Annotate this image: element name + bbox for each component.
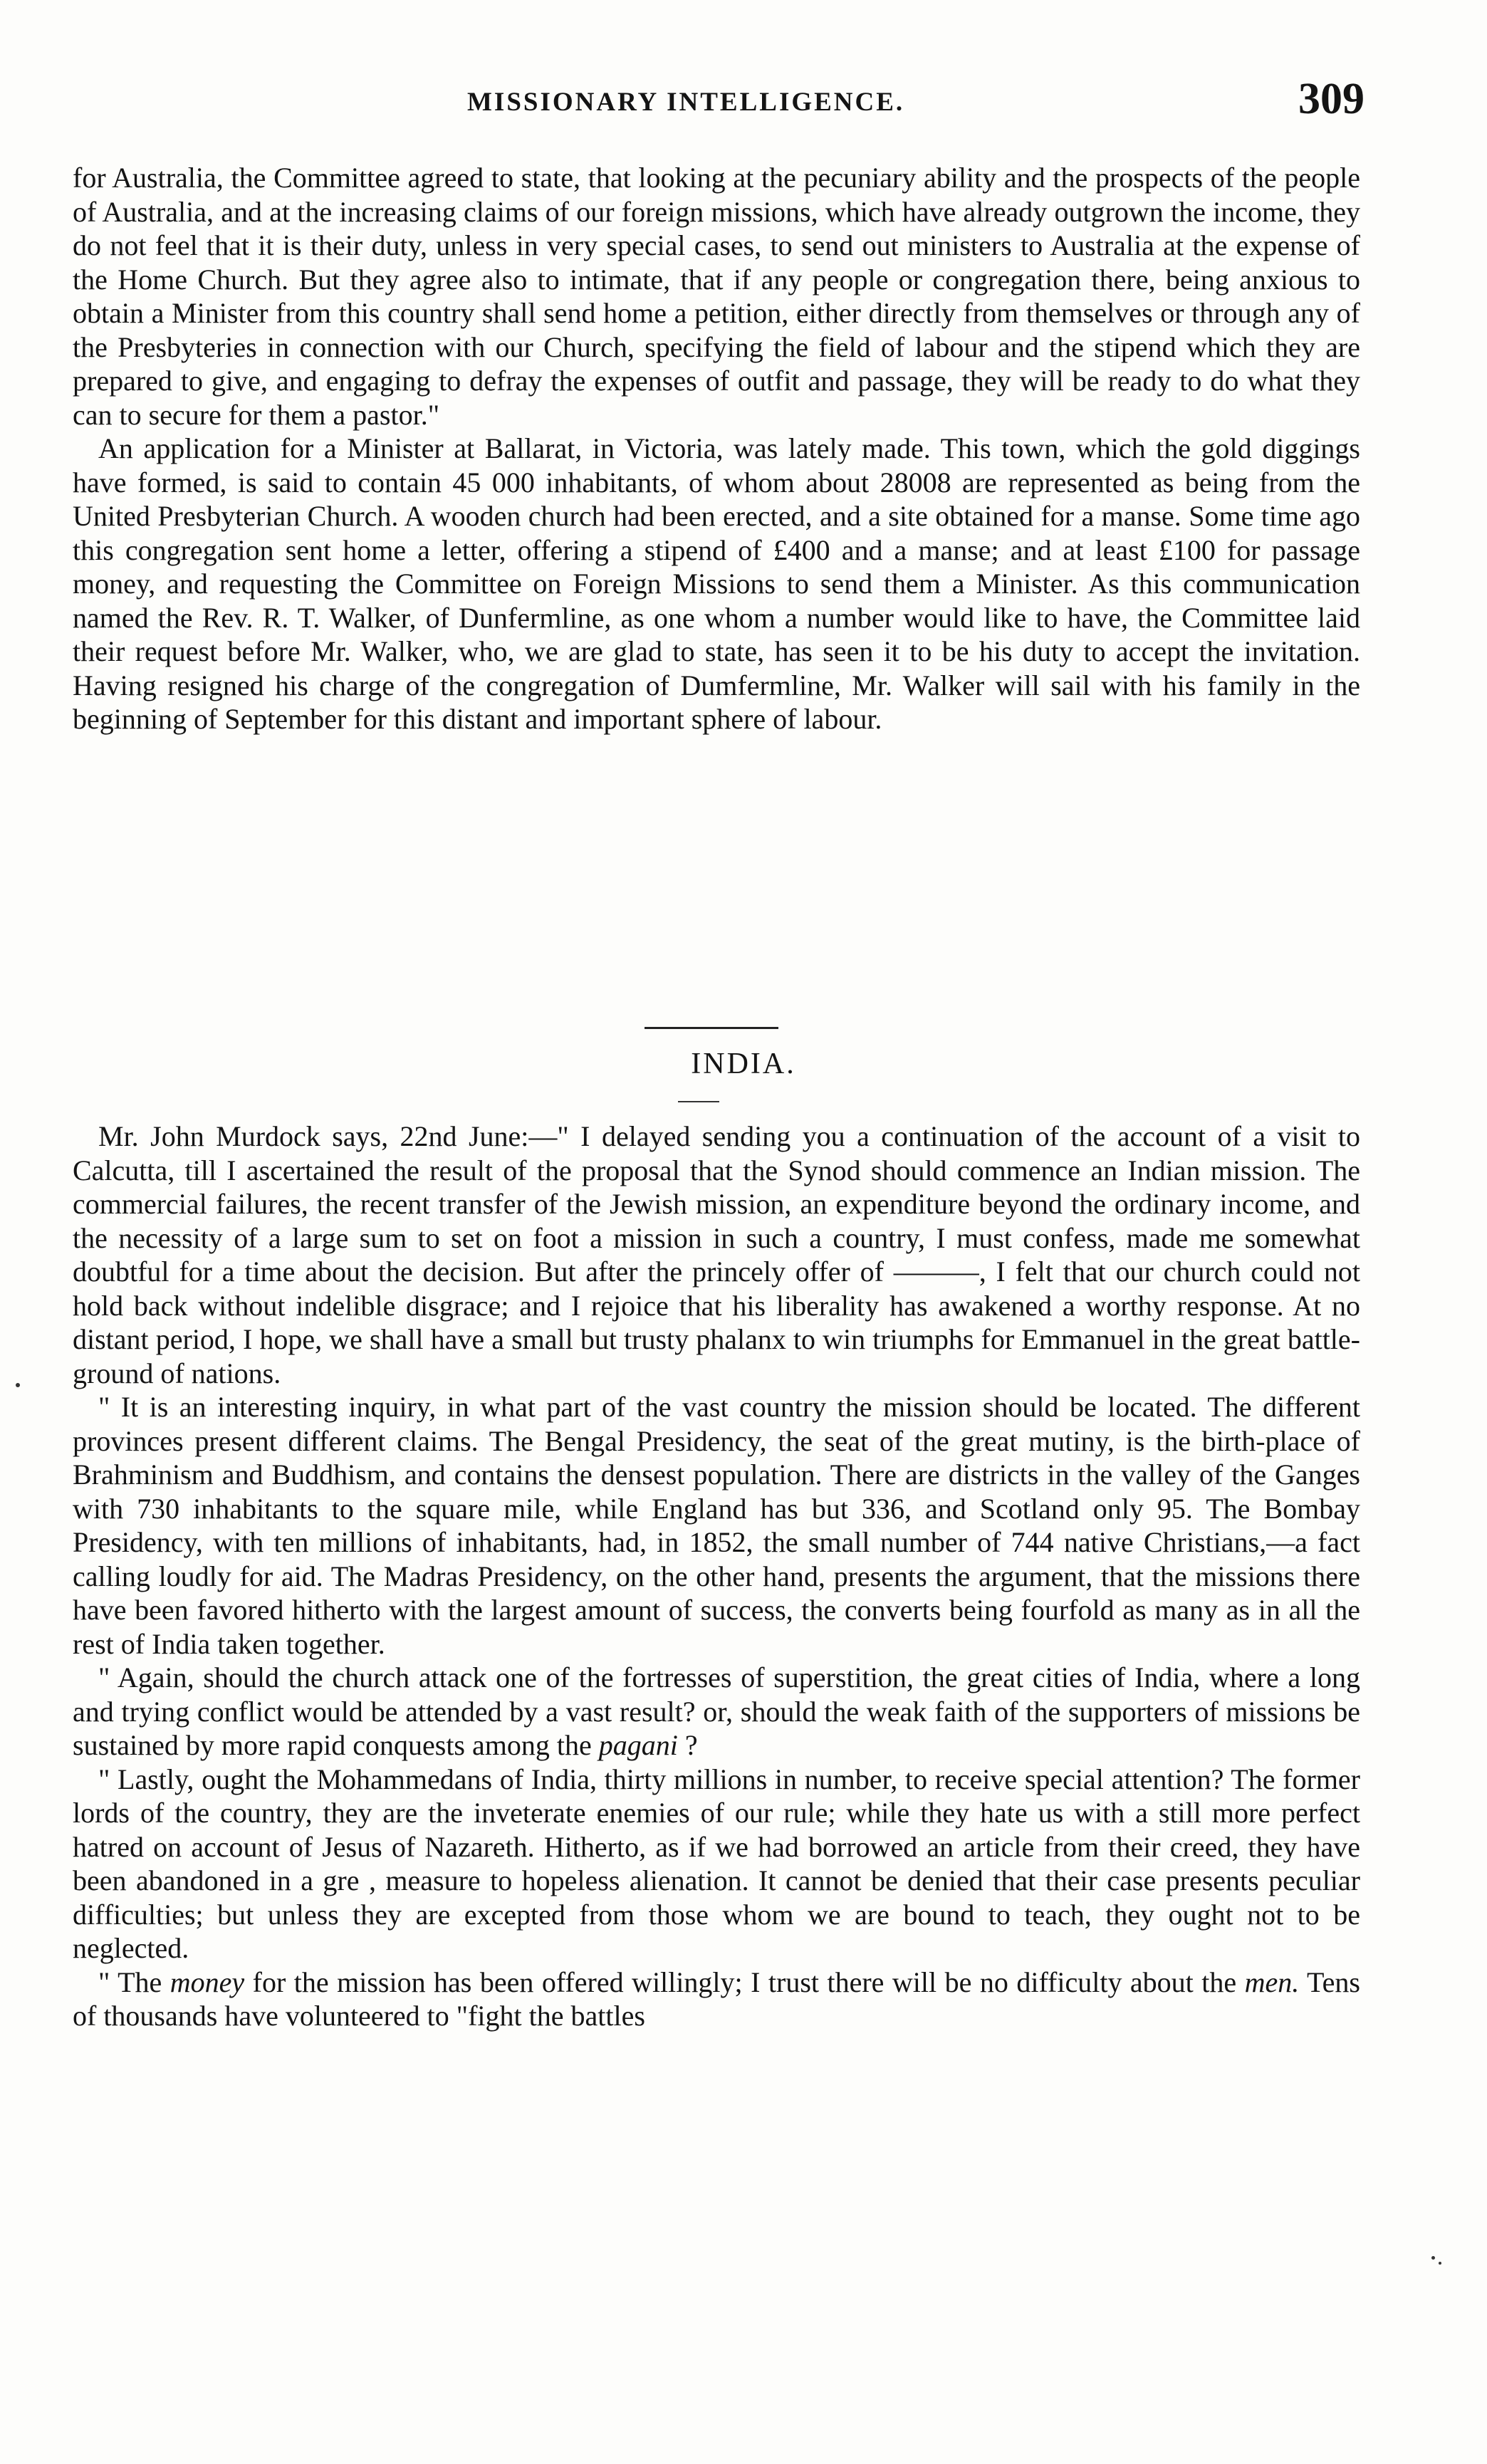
section-heading-india: INDIA.	[691, 1048, 796, 1080]
page-number: 309	[1298, 75, 1365, 123]
scan-speck	[1439, 2262, 1441, 2265]
running-title: MISSIONARY INTELLIGENCE.	[467, 88, 905, 117]
paragraph-text: " The	[98, 1966, 170, 1998]
paragraph-text: ?	[677, 1729, 698, 1761]
paragraph-text: for the mission has been offered willingly; I trust there will be no difficulty about the	[244, 1966, 1245, 1998]
paragraph-money-and-men	[73, 1966, 1360, 2033]
paragraph-ballarat-application: An application for a Minister at Ballarat, in Victoria, was lately made. This town, which the gold diggings have formed, is said to contain 45 000 inhabitants, of whom about 28008 are represented as being from the United Presbyterian Church. A wooden church had been erected, and a site obtained for a manse. Some time ago this congregation sent home a letter, offering a stipend of £400 and a manse; and at least £100 for passage money, and requesting the Committee on Foreign Missions to send them a Minister. As this communication named the Rev. R. T. Walker, of Dunfermline, as one whom a number would like to have, the Committee laid their request before Mr. Walker, who, we are glad to state, has seen it to be his duty to accept the invitation. Having resigned his charge of the congregation of Dumfermline, Mr. Walker will sail with his family in the beginning of September for this distant and important sphere of labour.	[73, 432, 1360, 735]
paragraph-fortresses-of-superstition	[73, 1661, 1360, 1763]
page-header	[68, 74, 1365, 131]
scan-speck	[1431, 2256, 1435, 2260]
paragraph-text: " Again, should the church attack one of the fortresses of superstition, the great cities of India, where a long and trying conflict would be attended by a vast result? or, should the weak faith of the supporters of missions be sustained by more rapid conquests among the	[73, 1661, 1360, 1761]
scan-speck	[16, 1383, 20, 1387]
italic-word-money: money	[169, 1966, 245, 1998]
paragraph-text: Tens of thousands have volunteered to "fight the battles	[73, 1966, 1360, 2032]
india-section	[73, 1119, 1360, 2033]
australia-continuation-section	[73, 161, 1360, 736]
paragraph-australia-committee: for Australia, the Committee agreed to state, that looking at the pecuniary ability and the prospects of the people of Australia, and at the increasing claims of our foreign missions, which have already outgrown the income, they do not feel that it is their duty, unless in very special cases, to send out ministers to Australia at the expense of the Home Church. But they agree also to intimate, that if any people or congregation there, being anxious to obtain a Minister from this country shall send home a petition, either directly from themselves or through any of the Presbyteries in connection with our Church, specifying the field of labour and the stipend which they are prepared to give, and engaging to defray the expenses of outfit and passage, they will be ready to do what they can to secure for them a pastor."	[73, 162, 1360, 431]
heading-ornament-rule	[678, 1101, 719, 1102]
paragraph-location-inquiry: " It is an interesting inquiry, in what part of the vast country the mission should be located. The different provinces present different claims. The Bengal Presidency, the seat of the great mutiny, is the birth-place of Brahminism and Buddhism, and contains the densest population. There are districts in the valley of the Ganges with 730 inhabitants to the square mile, while England has but 336, and Scotland only 95. The Bombay Presidency, with ten millions of inhabitants, had, in 1852, the small number of 744 native Christians,—a fact calling loudly for aid. The Madras Presidency, on the other hand, presents the argument, that the missions there have been favored hitherto with the largest amount of success, the converts being fourfold as many as in all the rest of India taken together.	[73, 1391, 1360, 1660]
paragraph-murdock-letter: Mr. John Murdock says, 22nd June:—" I delayed sending you a continuation of the account of a visit to Calcutta, till I ascertained the result of the proposal that the Synod should commence an Indian mission. The commercial failures, the recent transfer of the Jewish mission, an expenditure beyond the ordinary income, and the necessity of a large sum to set on foot a mission in such a country, I must confess, made me somewhat doubtful for a time about the decision. But after the princely offer of ———, I felt that our church could not hold back without indelible disgrace; and I rejoice that his liberality has awakened a worthy response. At no distant period, I hope, we shall have a small but trusty phalanx to win triumphs for Emmanuel in the great battle-ground of nations.	[73, 1120, 1360, 1389]
paragraph-mohammedans: " Lastly, ought the Mohammedans of India, thirty millions in number, to receive special attention? The former lords of the country, they are the inveterate enemies of our rule; while they hate us with a still more perfect hatred on account of Jesus of Nazareth. Hitherto, as if we had borrowed an article from their creed, they have been abandoned in a gre , measure to hopeless alienation. It cannot be denied that their case presents peculiar difficulties; but unless they are excepted from those whom we are bound to teach, they ought not to be neglected.	[73, 1763, 1360, 1964]
section-divider-rule	[645, 1027, 778, 1029]
italic-word-men: men.	[1244, 1966, 1300, 1998]
italic-word-pagani: pagani	[598, 1729, 678, 1761]
